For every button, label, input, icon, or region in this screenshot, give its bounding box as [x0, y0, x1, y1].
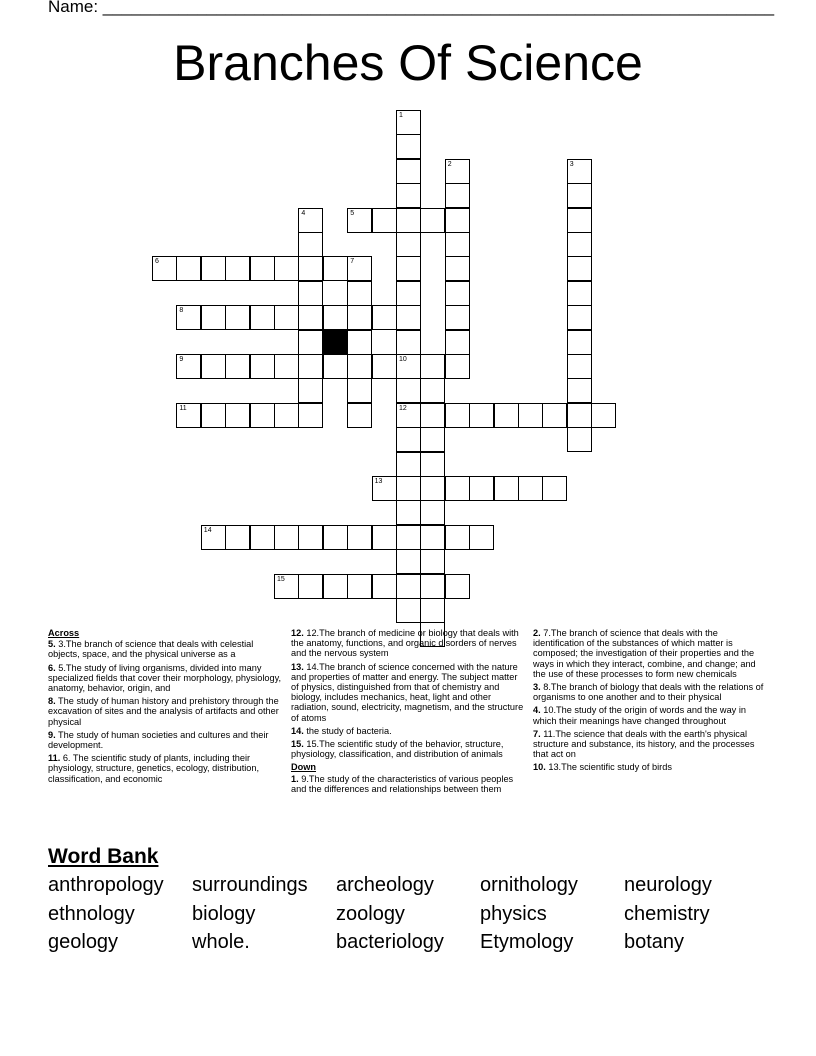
crossword-cell[interactable]: [518, 476, 543, 501]
clue-number: 14: [203, 526, 212, 534]
crossword-cell[interactable]: [567, 305, 592, 330]
crossword-cell[interactable]: [323, 305, 348, 330]
word-bank-word: chemistry: [624, 902, 710, 925]
clue-text: The study of human societies and cultures and their development.: [48, 729, 269, 751]
clue-number: 8.: [48, 696, 56, 707]
crossword-cell[interactable]: [347, 208, 372, 233]
word-bank-word: ethnology: [48, 902, 135, 925]
crossword-cell[interactable]: [396, 403, 421, 428]
clue-number: 5.: [48, 639, 56, 650]
crossword-cell[interactable]: [591, 403, 616, 428]
crossword-cell[interactable]: [250, 403, 275, 428]
word-bank-word: whole.: [192, 931, 250, 953]
crossword-cell[interactable]: [567, 159, 592, 184]
crossword-cell[interactable]: [250, 305, 275, 330]
crossword-cell[interactable]: [542, 476, 567, 501]
clue-number: 4.: [533, 705, 541, 716]
crossword-cell[interactable]: [567, 354, 592, 379]
name-field-line: Name: _______________________________________________________________________: [48, 0, 775, 16]
crossword-cell[interactable]: [469, 476, 494, 501]
crossword-cell[interactable]: [445, 403, 470, 428]
word-bank-word: bacteriology: [336, 931, 444, 953]
crossword-cell[interactable]: [494, 476, 519, 501]
crossword-cell[interactable]: [445, 159, 470, 184]
word-bank-word: botany: [624, 931, 685, 953]
clue-text: 3.The branch of science that deals with celestial objects, space, and the physical universe as a: [48, 639, 254, 660]
clue-text: 9.The study of the characteristics of various peoples and the differences and relationships between them: [291, 773, 514, 794]
down-clue: [533, 682, 769, 702]
crossword-cell[interactable]: [494, 403, 519, 428]
clue-number: 3.: [533, 682, 541, 693]
crossword-cell[interactable]: [469, 403, 494, 428]
page-title: Branches Of Science: [173, 35, 643, 91]
crossword-cell[interactable]: [347, 525, 372, 550]
crossword-cell[interactable]: [274, 574, 299, 599]
crossword-cell[interactable]: [420, 452, 445, 477]
word-bank-word: neurology: [624, 874, 712, 896]
clue-number: 2: [447, 160, 452, 168]
down-clue: [533, 705, 769, 725]
crossword-cell[interactable]: [347, 378, 372, 403]
clue-text: 6. The scientific study of plants, including their physiology, structure, genetics, ecology, distribution, classification, and economic: [48, 753, 260, 784]
crossword-cell[interactable]: [567, 183, 592, 208]
crossword-cell[interactable]: [396, 305, 421, 330]
crossword-cell[interactable]: [298, 354, 323, 379]
crossword-cell[interactable]: [372, 525, 397, 550]
crossword-cell[interactable]: [445, 183, 470, 208]
crossword-cell[interactable]: [396, 159, 421, 184]
crossword-cell[interactable]: [396, 378, 421, 403]
word-bank-word: anthropology: [48, 874, 164, 896]
clue-number: 8: [179, 307, 184, 315]
across-heading: Across: [48, 628, 80, 638]
clue-number: 7: [350, 258, 355, 266]
across-clue: [291, 739, 527, 759]
crossword-cell[interactable]: [298, 232, 323, 257]
crossword-cell[interactable]: [298, 305, 323, 330]
crossword-cell[interactable]: [298, 256, 323, 281]
crossword-cell[interactable]: [201, 403, 226, 428]
clue-text: The study of human history and prehistory through the excavation of sites and the analysis of artifacts and other physical: [48, 696, 279, 727]
across-clue: [48, 696, 284, 727]
crossword-cell[interactable]: [445, 208, 470, 233]
crossword-cell[interactable]: [396, 500, 421, 525]
crossword-cell[interactable]: [445, 476, 470, 501]
crossword-cell[interactable]: [298, 574, 323, 599]
crossword-cell[interactable]: [567, 330, 592, 355]
crossword-cell[interactable]: [445, 281, 470, 306]
crossword-cell[interactable]: [347, 354, 372, 379]
crossword-cell[interactable]: [274, 256, 299, 281]
crossword-cell[interactable]: [420, 476, 445, 501]
crossword-cell[interactable]: [274, 305, 299, 330]
word-bank-word: geology: [48, 931, 119, 953]
crossword-cell[interactable]: [567, 403, 592, 428]
down-clue: [533, 729, 769, 760]
crossword-cell[interactable]: [420, 500, 445, 525]
clue-number: 9.: [48, 729, 56, 740]
clue-text: 8.The branch of biology that deals with the relations of organisms to one another and to their physical: [533, 682, 764, 703]
crossword-cell[interactable]: [445, 525, 470, 550]
crossword-cell[interactable]: [567, 232, 592, 257]
crossword-cell[interactable]: [396, 525, 421, 550]
crossword-cell[interactable]: [225, 256, 250, 281]
clue-text: 10.The study of the origin of words and the way in which their meanings have changed throughout: [533, 705, 746, 726]
crossword-cell[interactable]: [469, 525, 494, 550]
crossword-cell[interactable]: [323, 525, 348, 550]
crossword-cell[interactable]: [445, 574, 470, 599]
clue-text: 11.The science that deals with the earth's physical structure and substance, its history, and the processes that act on: [533, 728, 755, 760]
crossword-cell[interactable]: [347, 403, 372, 428]
down-clue: [533, 762, 769, 772]
crossword-cell[interactable]: [225, 525, 250, 550]
clue-number: 3: [569, 160, 574, 168]
crossword-cell[interactable]: [372, 476, 397, 501]
word-bank-word: ornithology: [480, 874, 578, 896]
crossword-cell[interactable]: [250, 525, 275, 550]
clue-number: 1: [399, 112, 403, 119]
crossword-cell[interactable]: [445, 305, 470, 330]
across-clue: [48, 753, 284, 784]
clue-text: 7.The branch of science that deals with the identification of the substances of which matter is composed; the investigation of their properties and the ways in which they interact, combine, and change; and the use of these processes to form new chemicals: [533, 628, 756, 679]
crossword-cell[interactable]: [396, 354, 421, 379]
crossword-cell[interactable]: [298, 330, 323, 355]
word-bank-word: archeology: [336, 874, 434, 896]
crossword-cell[interactable]: [347, 330, 372, 355]
crossword-cell[interactable]: [518, 403, 543, 428]
crossword-cell[interactable]: [372, 305, 397, 330]
crossword-cell[interactable]: [152, 256, 177, 281]
crossword-cell[interactable]: [396, 134, 421, 159]
across-clue: [291, 662, 527, 723]
word-bank-word: biology: [192, 902, 256, 925]
crossword-cell[interactable]: [420, 598, 445, 623]
crossword-cell[interactable]: [323, 256, 348, 281]
crossword-cell[interactable]: [396, 256, 421, 281]
crossword-cell[interactable]: [201, 525, 226, 550]
crossword-cell[interactable]: [225, 403, 250, 428]
crossword-cell[interactable]: [396, 232, 421, 257]
word-bank-word: Etymology: [480, 931, 574, 953]
crossword-cell[interactable]: [201, 256, 226, 281]
crossword-cell[interactable]: [445, 232, 470, 257]
clue-number: 6: [155, 258, 159, 266]
clues-column-1: [48, 628, 284, 787]
crossword-cell[interactable]: [396, 208, 421, 233]
crossword-cell[interactable]: [567, 208, 592, 233]
crossword-cell[interactable]: [396, 427, 421, 452]
crossword-cell[interactable]: [396, 549, 421, 574]
crossword-cell[interactable]: [298, 281, 323, 306]
crossword-cell[interactable]: [298, 208, 323, 233]
clue-number: 11.: [48, 753, 61, 764]
crossword-cell[interactable]: [176, 256, 201, 281]
across-clue: [48, 663, 284, 694]
crossword-cell[interactable]: [372, 574, 397, 599]
word-bank-word: surroundings: [192, 874, 308, 896]
down-clue: [533, 628, 769, 679]
across-clue: [48, 730, 284, 750]
crossword-cell[interactable]: [347, 256, 372, 281]
crossword-cell[interactable]: [396, 110, 421, 135]
crossword-cell[interactable]: [274, 403, 299, 428]
clue-number: 10: [399, 356, 407, 363]
crossword-cell[interactable]: [347, 281, 372, 306]
crossword-cell[interactable]: [176, 354, 201, 379]
clue-number: 14.: [291, 725, 304, 736]
crossword-cell[interactable]: [396, 330, 421, 355]
crossword-cell[interactable]: [445, 354, 470, 379]
clue-number: 9: [179, 356, 184, 363]
crossword-cell[interactable]: [396, 598, 421, 623]
crossword-cell[interactable]: [420, 403, 445, 428]
crossword-cell[interactable]: [396, 452, 421, 477]
crossword-cell[interactable]: [225, 354, 250, 379]
crossword-cell[interactable]: [567, 427, 592, 452]
crossword-cell[interactable]: [420, 574, 445, 599]
crossword-cell[interactable]: [372, 354, 397, 379]
clues-column-3: [533, 628, 769, 776]
crossword-cell[interactable]: [274, 525, 299, 550]
clue-number: 11: [179, 404, 187, 412]
clue-number: 15: [277, 575, 285, 583]
crossword-cell[interactable]: [396, 183, 421, 208]
clue-number: 5: [350, 209, 355, 217]
word-bank-word: physics: [480, 902, 547, 925]
clue-number: 6.: [48, 662, 56, 673]
crossword-cell[interactable]: [176, 305, 201, 330]
crossword-cell[interactable]: [347, 574, 372, 599]
clue-number: 2.: [533, 628, 541, 638]
down-clue: [291, 774, 527, 794]
crossword-cell[interactable]: [420, 427, 445, 452]
word-bank-word: zoology: [336, 902, 405, 925]
crossword-cell[interactable]: [298, 378, 323, 403]
crossword-cell[interactable]: [445, 330, 470, 355]
across-clue: [291, 628, 527, 659]
clue-number: 4: [301, 209, 306, 217]
clue-text: 14.The branch of science concerned with the nature and properties of matter and energy. The subject matter of physics, distinguished from that of chemistry and biology, includes mechanics, heat, light and other radiation, sound, electricity, magnetism, and the structure of atoms: [291, 661, 524, 723]
clue-number: 12.: [291, 628, 304, 638]
crossword-cell[interactable]: [567, 256, 592, 281]
clue-text: 13.The scientific study of birds: [545, 762, 672, 773]
clue-text: 15.The scientific study of the behavior, structure, physiology, classification, and distribution of animals: [291, 739, 504, 760]
crossword-cell[interactable]: [420, 378, 445, 403]
clue-text: 5.The study of living organisms, divided into many specialized fields that cover their morphology, physiology, anatomy, behavior, origin, and: [48, 662, 282, 694]
clue-number: 12: [399, 404, 407, 412]
crossword-cell[interactable]: [445, 256, 470, 281]
crossword-cell[interactable]: [250, 256, 275, 281]
word-bank: [48, 872, 788, 956]
crossword-cell[interactable]: [250, 354, 275, 379]
clue-number: 15.: [291, 739, 304, 750]
crossword-cell[interactable]: [396, 574, 421, 599]
clue-number: 13: [374, 478, 383, 485]
crossword-cell[interactable]: [420, 354, 445, 379]
clue-text: 12.The branch of medicine or biology that deals with the anatomy, functions, and organic disorders of nerves and the nervous system: [291, 628, 519, 659]
clue-number: 7.: [533, 728, 541, 739]
clue-text: the study of bacteria.: [303, 725, 392, 736]
crossword-cell[interactable]: [372, 208, 397, 233]
clues-column-2: [291, 628, 527, 797]
crossword-cell[interactable]: [347, 305, 372, 330]
crossword-cell[interactable]: [274, 354, 299, 379]
crossword-cell[interactable]: [225, 305, 250, 330]
crossword-cell[interactable]: [420, 525, 445, 550]
clue-number: 13.: [291, 661, 304, 672]
crossword-block: [323, 330, 348, 355]
crossword-cell[interactable]: [567, 378, 592, 403]
crossword-cell[interactable]: [298, 525, 323, 550]
crossword-cell[interactable]: [542, 403, 567, 428]
across-clue: [48, 639, 284, 659]
crossword-cell[interactable]: [420, 208, 445, 233]
clue-number: 10.: [533, 762, 546, 773]
crossword-cell[interactable]: [323, 354, 348, 379]
crossword-cell[interactable]: [201, 354, 226, 379]
crossword-cell[interactable]: [567, 281, 592, 306]
across-clue: [291, 726, 527, 736]
crossword-cell[interactable]: [420, 549, 445, 574]
crossword-cell[interactable]: [176, 403, 201, 428]
crossword-cell[interactable]: [323, 574, 348, 599]
crossword-cell[interactable]: [396, 281, 421, 306]
crossword-cell[interactable]: [298, 403, 323, 428]
word-bank-title: Word Bank: [48, 845, 159, 868]
crossword-cell[interactable]: [396, 476, 421, 501]
clue-number: 1.: [291, 773, 299, 784]
down-heading: Down: [291, 762, 317, 773]
crossword-cell[interactable]: [201, 305, 226, 330]
